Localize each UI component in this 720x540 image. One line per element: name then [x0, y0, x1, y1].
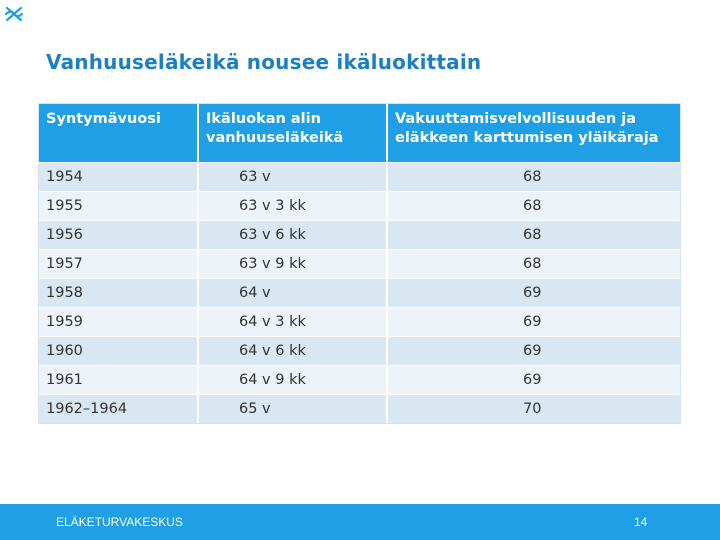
birth-year-cell: 1962–1964 [39, 394, 198, 423]
upper-age-limit-cell: 69 [387, 278, 680, 307]
birth-year-cell: 1955 [39, 191, 198, 220]
birth-year-cell: 1957 [39, 249, 198, 278]
organization-name: ELÄKETURVAKESKUS [56, 515, 183, 529]
birth-year-cell: 1954 [39, 162, 198, 191]
retirement-age-cell: 65 v [198, 394, 387, 423]
table-row [39, 220, 680, 249]
header-birth-year: Syntymävuosi [39, 104, 198, 162]
retirement-age-table [38, 103, 681, 424]
header-upper-age-limit: Vakuuttamisvelvollisuuden ja eläkkeen karttumisen yläikäraja [387, 104, 680, 162]
upper-age-limit-cell: 69 [387, 365, 680, 394]
table-row [39, 307, 680, 336]
upper-age-limit-cell: 68 [387, 220, 680, 249]
birth-year-cell: 1960 [39, 336, 198, 365]
eläketurvakeskus-logo-icon [0, 0, 28, 28]
birth-year-cell: 1956 [39, 220, 198, 249]
footer-bar [0, 504, 720, 540]
upper-age-limit-cell: 69 [387, 336, 680, 365]
table-row [39, 365, 680, 394]
birth-year-cell: 1958 [39, 278, 198, 307]
upper-age-limit-cell: 70 [387, 394, 680, 423]
retirement-age-cell: 64 v 9 kk [198, 365, 387, 394]
retirement-age-cell: 64 v 3 kk [198, 307, 387, 336]
slide-title: Vanhuuseläkeikä nousee ikäluokittain [46, 50, 482, 74]
upper-age-limit-cell: 68 [387, 249, 680, 278]
table-row [39, 336, 680, 365]
upper-age-limit-cell: 69 [387, 307, 680, 336]
retirement-age-cell: 63 v 3 kk [198, 191, 387, 220]
page-number: 14 [634, 515, 648, 529]
table-header-row [39, 104, 680, 162]
retirement-age-cell: 63 v 9 kk [198, 249, 387, 278]
table-row [39, 191, 680, 220]
table-row [39, 278, 680, 307]
retirement-age-cell: 63 v [198, 162, 387, 191]
upper-age-limit-cell: 68 [387, 162, 680, 191]
upper-age-limit-cell: 68 [387, 191, 680, 220]
table-row [39, 394, 680, 423]
retirement-age-cell: 64 v [198, 278, 387, 307]
retirement-age-cell: 63 v 6 kk [198, 220, 387, 249]
table-row [39, 249, 680, 278]
header-min-retirement-age: Ikäluokan alin vanhuuseläkeikä [198, 104, 387, 162]
retirement-age-cell: 64 v 6 kk [198, 336, 387, 365]
birth-year-cell: 1959 [39, 307, 198, 336]
table-row [39, 162, 680, 191]
birth-year-cell: 1961 [39, 365, 198, 394]
